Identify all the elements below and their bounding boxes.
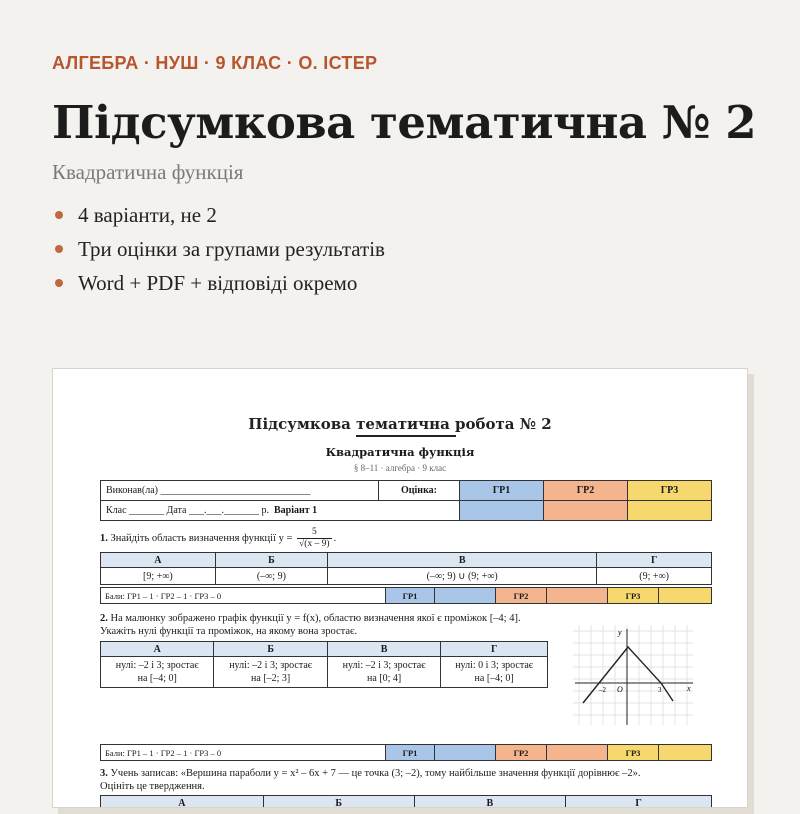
group-1-score-cell bbox=[460, 501, 544, 521]
question-2-options bbox=[100, 641, 548, 688]
score-breakdown: Бали: ГР1 – 1 · ГР2 – 1 · ГР3 – 0 bbox=[101, 745, 386, 761]
student-header-table bbox=[100, 480, 712, 521]
question-2-score-row bbox=[100, 744, 712, 761]
group-3-cell bbox=[659, 588, 712, 604]
option-value: нулі: –2 і 3; зростає на [–2; 3] bbox=[214, 657, 327, 688]
subject-kicker: АЛГЕБРА · НУШ · 9 КЛАС · О. ІСТЕР bbox=[52, 53, 378, 73]
option-letter: В bbox=[328, 553, 597, 568]
feature-item: Три оцінки за групами результатів bbox=[52, 237, 385, 271]
function-graph bbox=[573, 625, 697, 727]
group-2-cell bbox=[547, 745, 608, 761]
option-value: нулі: 0 і 3; зростає на [–4; 0] bbox=[441, 657, 548, 688]
option-letter: Г bbox=[597, 553, 712, 568]
group-3-score-cell bbox=[628, 501, 712, 521]
group-1-cell bbox=[435, 588, 496, 604]
group-3-cell bbox=[659, 745, 712, 761]
option-letter: А bbox=[101, 642, 214, 657]
score-label: Оцінка: bbox=[379, 481, 460, 501]
y-axis-label: y bbox=[618, 628, 622, 637]
option-letter: А bbox=[101, 553, 216, 568]
group-3-label: ГР3 bbox=[608, 588, 659, 604]
performer-field: Виконав(ла) ______________________________ bbox=[101, 481, 379, 501]
option-letter: А bbox=[101, 796, 264, 809]
origin-label: O bbox=[617, 685, 623, 694]
feature-item: Word + PDF + відповіді окремо bbox=[52, 271, 385, 305]
bullet-dot-icon bbox=[55, 211, 63, 219]
option-letter: Г bbox=[566, 796, 712, 809]
bullet-dot-icon bbox=[55, 279, 63, 287]
tick-label-3: 3 bbox=[658, 686, 662, 694]
bullet-dot-icon bbox=[55, 245, 63, 253]
group-2-header: ГР2 bbox=[544, 481, 628, 501]
group-2-score-cell bbox=[544, 501, 628, 521]
option-value: нулі: –2 і 3; зростає на [0; 4] bbox=[327, 657, 440, 688]
group-2-label: ГР2 bbox=[496, 588, 547, 604]
graph-grid bbox=[573, 625, 693, 725]
hero-subtitle: Квадратична функція bbox=[52, 160, 244, 184]
fraction: $\frac{5}{√(x - 9)}$ bbox=[299, 527, 330, 549]
option-letter: Б bbox=[263, 796, 414, 809]
worksheet-subtitle: Квадратична функція bbox=[325, 445, 475, 459]
group-1-label: ГР1 bbox=[386, 588, 435, 604]
x-axis-label: x bbox=[687, 684, 691, 693]
worksheet-title: Підсумкова тематична робота № 2 bbox=[248, 415, 552, 433]
option-value: нулі: –2 і 3; зростає на [–4; 0] bbox=[101, 657, 214, 688]
option-value: (–∞; 9) ∪ (9; +∞) bbox=[328, 568, 597, 585]
option-value: (9; +∞) bbox=[597, 568, 712, 585]
group-1-header: ГР1 bbox=[460, 481, 544, 501]
option-letter: Г bbox=[441, 642, 548, 657]
feature-item: 4 варіанти, не 2 bbox=[52, 203, 385, 237]
tick-label-neg2: –2 bbox=[599, 686, 606, 694]
worksheet-preview bbox=[52, 368, 748, 808]
feature-list bbox=[52, 203, 385, 305]
option-letter: В bbox=[414, 796, 566, 809]
question-1-options bbox=[100, 552, 712, 585]
option-letter: Б bbox=[214, 642, 327, 657]
option-letter: Б bbox=[215, 553, 327, 568]
title-underline bbox=[356, 435, 456, 437]
group-2-label: ГР2 bbox=[496, 745, 547, 761]
class-date-field: Клас _______ Дата ___.___._______ р. Варіант 1 bbox=[101, 501, 460, 521]
score-breakdown: Бали: ГР1 – 1 · ГР2 – 1 · ГР3 – 0 bbox=[101, 588, 386, 604]
question-1: 1. Знайдіть область визначення функції y = $\frac{5}{√(x - 9)}$ . bbox=[100, 527, 337, 549]
group-3-label: ГР3 bbox=[608, 745, 659, 761]
hero-title: Підсумкова тематична № 2 bbox=[52, 96, 757, 149]
group-1-cell bbox=[435, 745, 496, 761]
question-2: 2. На малюнку зображено графік функції y = f(x), областю визначення якої є проміжок [–4; 4]. Укажіть нулі функції та проміжок, на якому вона зростає. bbox=[100, 613, 521, 637]
worksheet-meta: § 8–11 · алгебра · 9 клас bbox=[353, 463, 447, 473]
option-value: [9; +∞) bbox=[101, 568, 216, 585]
variant-label: Варіант 1 bbox=[273, 505, 318, 516]
option-letter: В bbox=[327, 642, 440, 657]
group-1-label: ГР1 bbox=[386, 745, 435, 761]
group-3-header: ГР3 bbox=[628, 481, 712, 501]
question-3-options bbox=[100, 795, 712, 808]
group-2-cell bbox=[547, 588, 608, 604]
option-value: (–∞; 9) bbox=[215, 568, 327, 585]
question-3: 3. Учень записав: «Вершина параболи y = x² – 6x + 7 — це точка (3; –2), тому найбільше значення функції дорівнює –2». Оцініть це твердження. bbox=[100, 768, 641, 792]
question-1-score-row bbox=[100, 587, 712, 604]
